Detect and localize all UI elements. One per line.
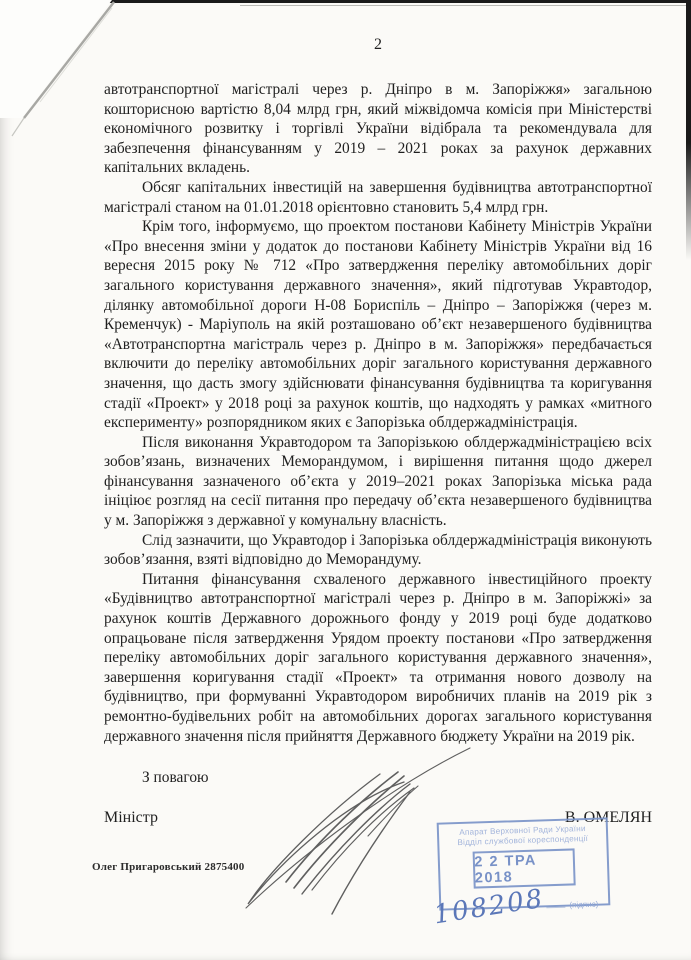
paragraph-1: автотранспортної магістралі через р. Дніпро в м. Запоріжжя» загальною кошторисною вартістю 8,04 млрд грн, який міжвідомча комісія при Міністерстві економічного розвитку і торгівлі України відібрала та рекомендувала для забезпечення фінансуванням у 2019 – 2021 роках за рахунок державних капітальних вкладень. — [104, 81, 652, 177]
paragraph-4: Після виконання Укравтодором та Запорізькою облдержадміністрацією всіх зобов’язань, визначених Меморандумом, і вирішення питання щодо джерел фінансування зазначеного об’єкта у 2019–2021 роках Запорізька міська рада ініціює розгляд на сесії питання про передачу об’єкта незавершеного будівництва у м. Запоріжжя з державної у комунальну власність. — [104, 433, 652, 530]
paragraph-5: Слід зазначити, що Укравтодор і Запорізька облдержадміністрація виконують зобов’язання, взяті відповідно до Меморандуму. — [104, 531, 652, 569]
signer-position: Міністр — [104, 808, 158, 826]
paragraph-3: Крім того, інформуємо, що проектом постанови Кабінету Міністрів України «Про внесення зміни у додаток до постанови Кабінету Міністрів України від 16 вересня 2015 року № 712 «Про затвердження переліку автомобільних доріг загального користування державного значення», який підготував Укравтодор, ділянку автомобільної дороги Н-08 Бориспіль – Дніпро – Запоріжжя (через м. Кременчук) - Маріуполь на якій розташовано об’єкт незавершеного будівництва «Автотранспортна магістраль через р. Дніпро в м. Запоріжжя» передбачається включити до переліку автомобільних доріг загального користування державного значення, що дасть змогу здійснювати фінансування будівництва та коригування стадії «Проект» у 2018 році за рахунок коштів, що надходять у рамках «митного експерименту» розпорядником яких є Запорізька облдержадміністрація. — [104, 218, 652, 432]
closing-salutation: З повагою — [142, 769, 209, 787]
executor-reference: Олег Пригаровський 2875400 — [92, 861, 245, 873]
signer-name: В. ОМЕЛЯН — [564, 808, 652, 826]
paragraph-6: Питання фінансування схваленого державного інвестиційного проекту «Будівництво автотранспортної магістралі через р. Дніпро в м. Запоріжжі» за рахунок коштів Державного дорожнього фонду у 2019 році буде додатково опрацьоване після затвердження Урядом проекту постанови «Про затвердження переліку автомобільних доріг загального користування державного значення», завершення коригування стадії «Проект» та отримання нового дозволу на будівництво, при формуванні Укравтодором виробничих планів на 2019 рік з ремонтно-будівельних робіт на автомобільних дорогах загального користування державного значення після прийняття Державного бюджету України на 2019 рік. — [104, 570, 652, 745]
stamp-org-lines — [439, 823, 607, 848]
letter-body — [104, 80, 652, 827]
stamp-reg-number-handwritten: 108208 — [431, 883, 547, 931]
paragraph-2: Обсяг капітальних інвестицій на завершення будівництва автотранспортної магістралі станом на 01.01.2018 орієнтовно становить 5,4 млрд грн. — [104, 178, 652, 216]
scan-edge-top — [86, 0, 691, 3]
stamp-date: 2 2 ТРА 2018 — [474, 852, 538, 887]
page-number: 2 — [374, 36, 382, 53]
stamp-date-box — [472, 848, 575, 888]
stamp-signature-line — [547, 907, 566, 909]
scan-edge-top-faint — [240, 5, 691, 6]
stamp-org-line2: Відділ службової кореспонденції — [457, 833, 589, 848]
stamp-org-line1: Апарат Верховної Ради України — [459, 824, 586, 838]
registration-stamp — [431, 817, 611, 931]
scan-edge-right — [686, 0, 691, 260]
stamp-signature-caption: (підпис) — [569, 899, 599, 910]
stamp-bottom-row — [431, 883, 605, 931]
